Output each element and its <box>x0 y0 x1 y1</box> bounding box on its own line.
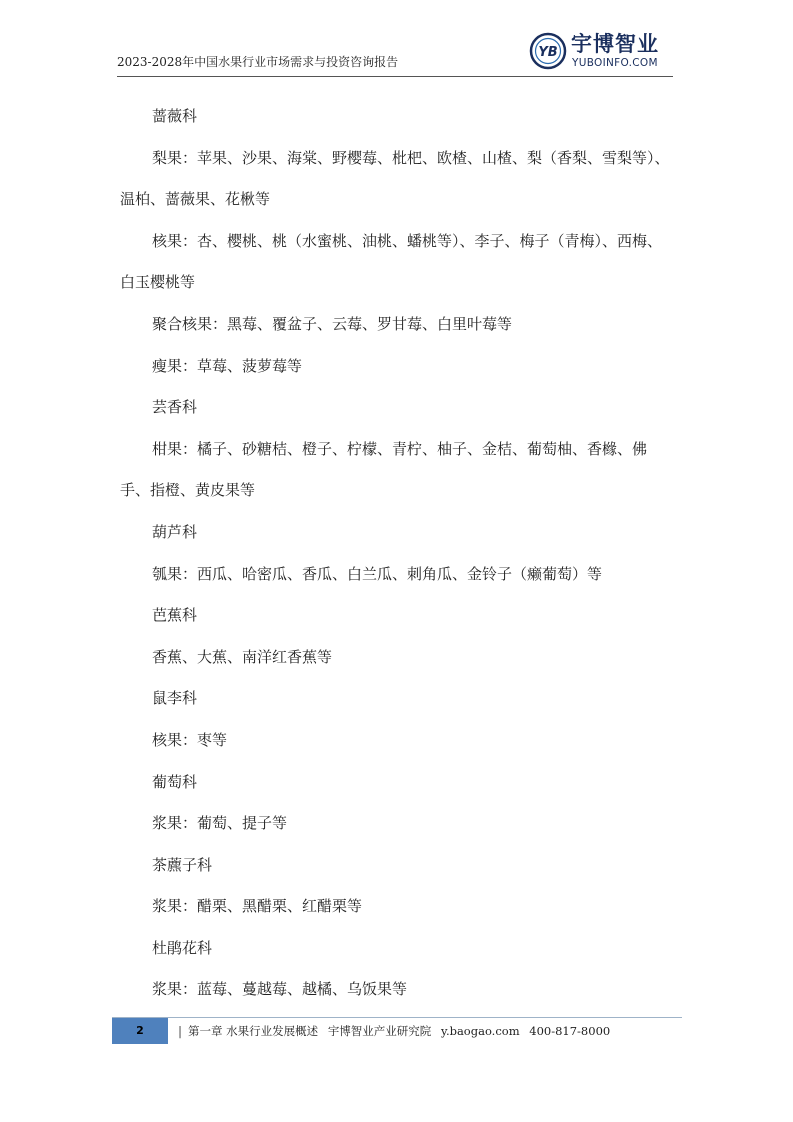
paragraph-line: 香蕉、大蕉、南洋红香蕉等 <box>152 647 333 666</box>
paragraph-line: 浆果：葡萄、提子等 <box>152 814 288 833</box>
logo-mark-text: YB <box>538 45 558 60</box>
paragraph-line: 梨果：苹果、沙果、海棠、野樱莓、枇杷、欧楂、山楂、梨（香梨、雪梨等）、 <box>152 148 670 167</box>
footer-institute: 宇博智业产业研究院 <box>327 1024 432 1038</box>
paragraph-line: 葡萄科 <box>152 772 198 791</box>
footer-phone: 400-817-8000 <box>529 1024 611 1038</box>
logo-english-name: YUBOINFO.COM <box>572 57 658 69</box>
paragraph-line: 聚合核果：黑莓、覆盆子、云莓、罗甘莓、白里叶莓等 <box>152 314 513 333</box>
paragraph-line: 葫芦科 <box>152 522 198 541</box>
paragraph-line: 手、指橙、黄皮果等 <box>120 481 256 500</box>
footer-separator: | <box>178 1024 183 1038</box>
paragraph-line: 茶藨子科 <box>152 855 213 874</box>
paragraph-line: 芭蕉科 <box>152 606 198 625</box>
paragraph-line: 白玉樱桃等 <box>120 273 196 292</box>
paragraph-line: 温柏、蔷薇果、花楸等 <box>120 190 271 209</box>
page-number: 2 <box>112 1018 168 1044</box>
paragraph-line: 杜鹃花科 <box>152 938 213 957</box>
paragraph-line: 浆果：醋栗、黑醋栗、红醋栗等 <box>152 897 363 916</box>
report-title: 2023-2028年中国水果行业市场需求与投资咨询报告 <box>117 55 399 69</box>
paragraph-line: 核果：杏、樱桃、桃（水蜜桃、油桃、蟠桃等）、李子、梅子（青梅）、西梅、 <box>152 231 663 250</box>
yubo-logo-icon <box>529 32 567 70</box>
paragraph-line: 核果：枣等 <box>152 730 228 749</box>
company-logo <box>529 32 671 70</box>
paragraph-line: 瘦果：草莓、菠萝莓等 <box>152 356 303 375</box>
footer-chapter: 第一章 水果行业发展概述 <box>188 1024 319 1038</box>
footer-website[interactable]: y.baogao.com <box>440 1024 520 1038</box>
page-footer <box>112 1017 682 1046</box>
document-body <box>120 96 676 1011</box>
paragraph-line: 蔷薇科 <box>152 107 198 125</box>
paragraph-line: 芸香科 <box>152 398 198 417</box>
paragraph-line: 浆果：蓝莓、蔓越莓、越橘、乌饭果等 <box>152 980 408 999</box>
logo-chinese-name: 宇博智业 <box>571 32 659 56</box>
paragraph-line: 柑果：橘子、砂糖桔、橙子、柠檬、青柠、柚子、金桔、葡萄柚、香橼、佛 <box>152 439 648 458</box>
paragraph-line: 鼠李科 <box>152 689 198 708</box>
paragraph-line: 瓠果：西瓜、哈密瓜、香瓜、白兰瓜、刺角瓜、金铃子（癞葡萄）等 <box>152 564 603 583</box>
footer-info <box>188 1022 616 1040</box>
page-header <box>117 30 673 77</box>
